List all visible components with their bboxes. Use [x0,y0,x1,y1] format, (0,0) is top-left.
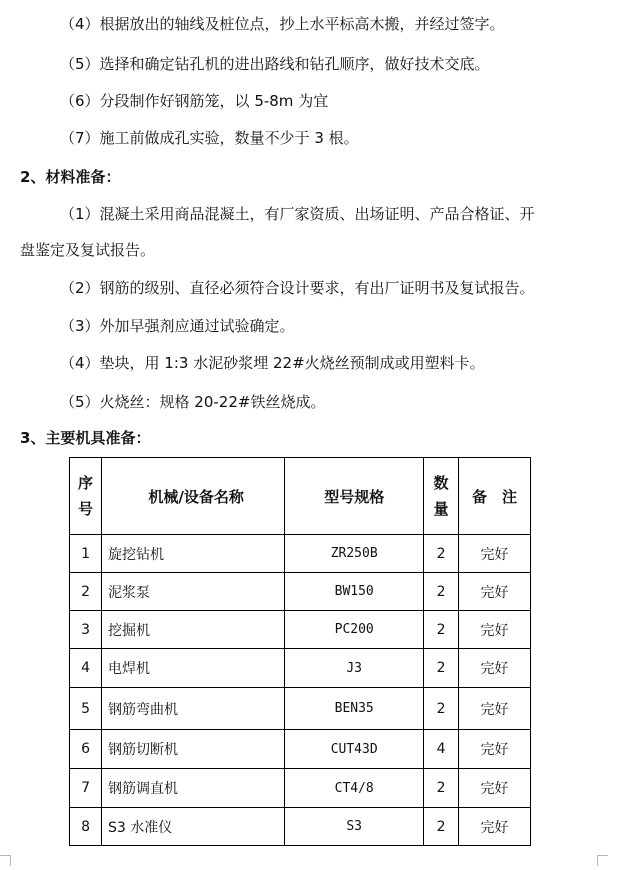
header-no-line2: 号 [78,500,94,518]
equipment-table [69,457,531,846]
remark-cell: 完好 [458,730,530,769]
remark-cell: 完好 [458,611,530,649]
table-header-row [70,458,531,535]
remark-cell: 完好 [458,649,530,688]
table-row [70,688,531,730]
header-no-line1: 序 [78,474,94,492]
row-number-cell: 6 [70,730,102,769]
remark-cell: 完好 [458,808,530,846]
equipment-name-cell: 挖掘机 [102,611,285,649]
paragraph-material-4: （4）垫块，用 1:3 水泥砂浆埋 22#火烧丝预制成或用塑料卡。 [60,354,485,372]
quantity-cell: 2 [424,649,459,688]
section-heading-equipment: 3、主要机具准备： [20,429,151,447]
quantity-cell: 2 [424,769,459,808]
page-corner-mark-right [597,855,608,866]
row-number-cell: 1 [70,535,102,573]
table-row [70,611,531,649]
paragraph-material-1: （1）混凝土采用商品混凝土，有厂家资质、出场证明、产品合格证、开 [60,205,535,223]
table-row [70,573,531,611]
remark-cell: 完好 [458,573,530,611]
row-number-cell: 7 [70,769,102,808]
model-spec-cell: BW150 [285,573,424,611]
header-name: 机械/设备名称 [102,458,285,535]
quantity-cell: 2 [424,808,459,846]
remark-cell: 完好 [458,769,530,808]
model-spec-cell: ZR250B [285,535,424,573]
paragraph-prep-7: （7）施工前做成孔实验，数量不少于 3 根。 [60,129,359,147]
table-row [70,730,531,769]
row-number-cell: 2 [70,573,102,611]
header-model: 型号规格 [285,458,424,535]
quantity-cell: 2 [424,535,459,573]
paragraph-material-2: （2）钢筋的级别、直径必须符合设计要求，有出厂证明书及复试报告。 [60,279,535,297]
model-spec-cell: BEN35 [285,688,424,730]
header-qty-line1: 数 [433,474,449,492]
model-spec-cell: S3 [285,808,424,846]
equipment-name-cell: 钢筋调直机 [102,769,285,808]
equipment-table-body [70,535,531,846]
equipment-name-cell: 钢筋切断机 [102,730,285,769]
table-row [70,808,531,846]
model-spec-cell: J3 [285,649,424,688]
quantity-cell: 2 [424,573,459,611]
model-spec-cell: CT4/8 [285,769,424,808]
paragraph-prep-5: （5）选择和确定钻孔机的进出路线和钻孔顺序，做好技术交底。 [60,55,490,73]
equipment-name-cell: 泥浆泵 [102,573,285,611]
paragraph-material-3: （3）外加早强剂应通过试验确定。 [60,317,295,335]
equipment-name-cell: 钢筋弯曲机 [102,688,285,730]
model-spec-cell: PC200 [285,611,424,649]
header-qty-line2: 量 [433,500,449,518]
page-corner-mark-left [0,855,11,866]
header-qty [424,458,459,535]
table-row [70,535,531,573]
equipment-name-cell: 电焊机 [102,649,285,688]
equipment-name-cell: 旋挖钻机 [102,535,285,573]
quantity-cell: 2 [424,688,459,730]
header-no [70,458,102,535]
row-number-cell: 8 [70,808,102,846]
quantity-cell: 4 [424,730,459,769]
section-heading-materials: 2、材料准备： [20,168,121,186]
model-spec-cell: CUT43D [285,730,424,769]
table-row [70,769,531,808]
remark-cell: 完好 [458,688,530,730]
paragraph-material-5: （5）火烧丝：规格 20-22#铁丝烧成。 [60,393,326,411]
row-number-cell: 4 [70,649,102,688]
quantity-cell: 2 [424,611,459,649]
row-number-cell: 3 [70,611,102,649]
remark-cell: 完好 [458,535,530,573]
header-note: 备 注 [458,458,530,535]
paragraph-material-1-cont: 盘鉴定及复试报告。 [20,241,156,259]
paragraph-prep-4: （4）根据放出的轴线及桩位点，抄上水平标高木搬，并经过签字。 [60,15,505,33]
equipment-name-cell: S3 水准仪 [102,808,285,846]
paragraph-prep-6: （6）分段制作好钢筋笼，以 5-8m 为宜 [60,92,329,110]
row-number-cell: 5 [70,688,102,730]
table-row [70,649,531,688]
